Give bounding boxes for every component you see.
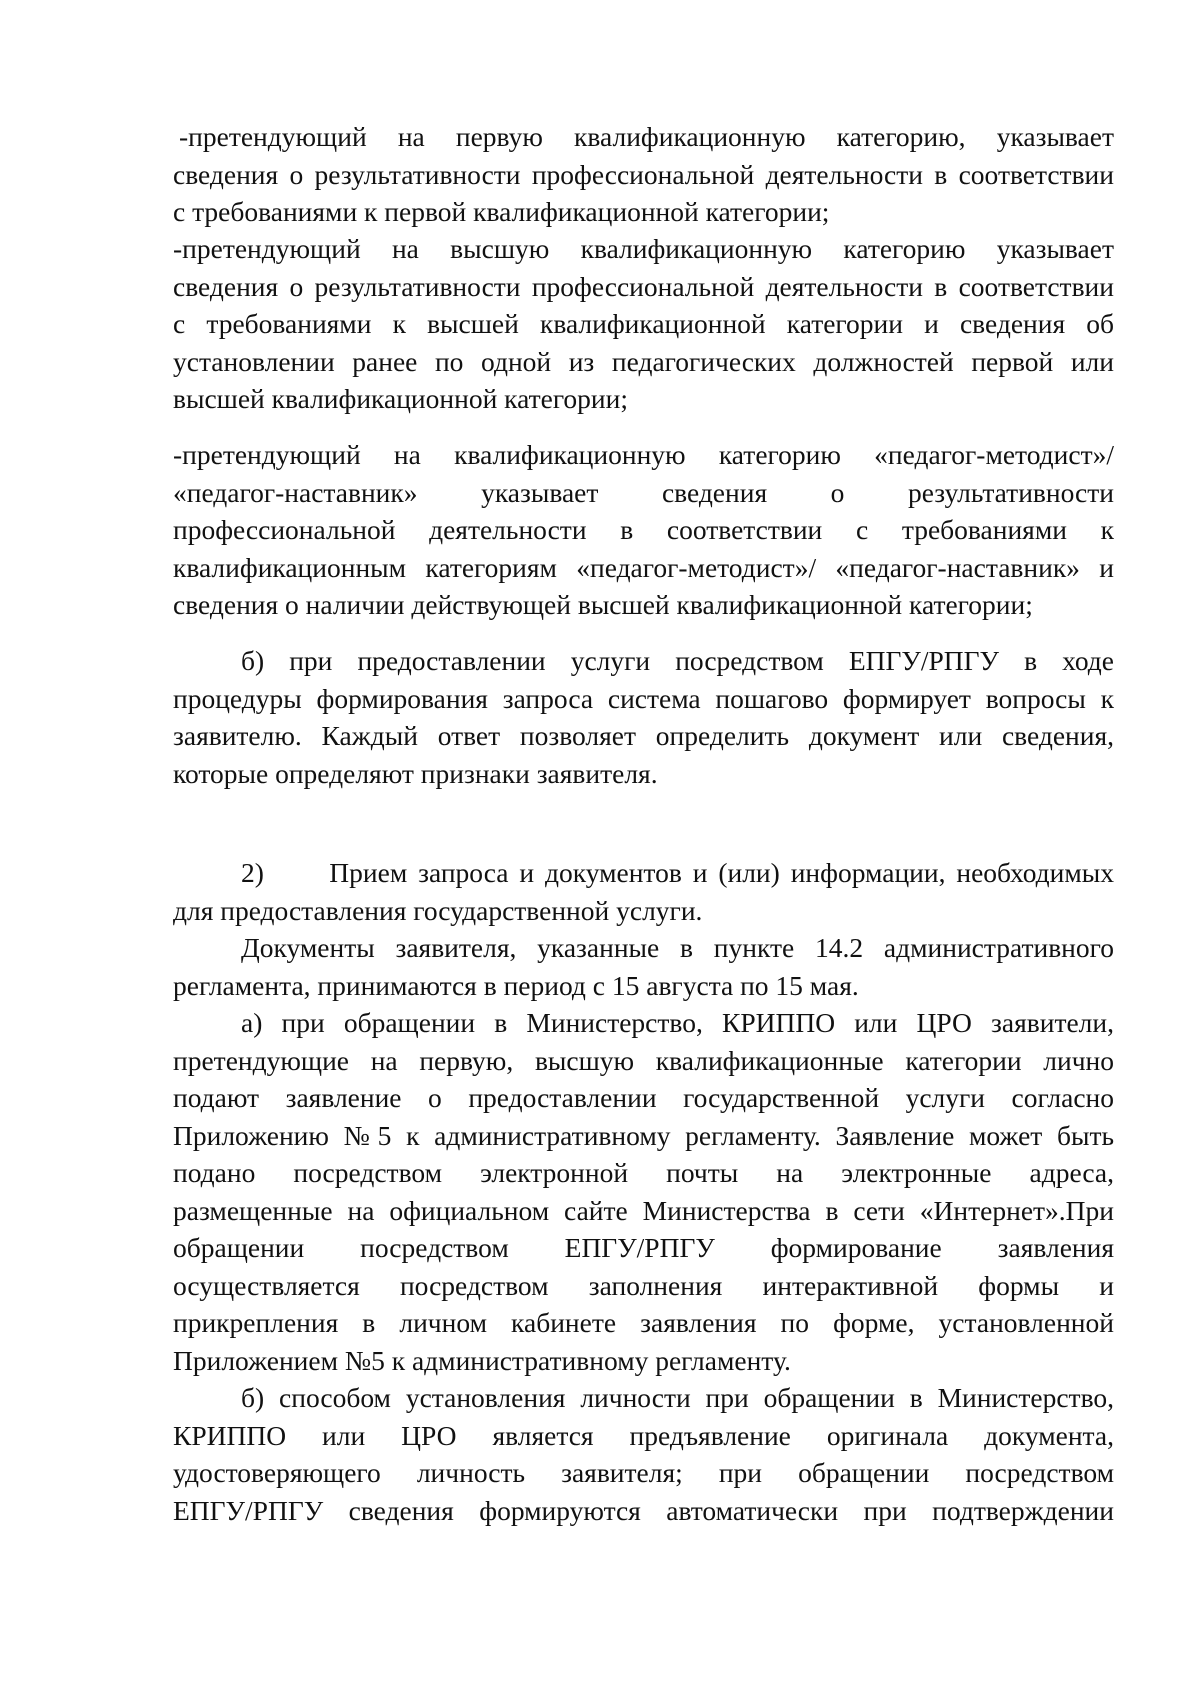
paragraph-first-category	[173, 118, 1114, 231]
text-line: «педагог-наставник» указывает сведения о результативности	[173, 476, 1114, 508]
section-2-heading	[173, 854, 1114, 929]
text-line: высшей квалификационной категории;	[173, 383, 628, 414]
paragraph-item-a	[173, 1004, 1114, 1379]
text-line: регламента, принимаются в период с 15 августа по 15 мая.	[173, 969, 859, 1001]
text-line: сведения о результативности профессиональной деятельности в соответствии	[173, 158, 1114, 190]
text-line: осуществляется посредством заполнения интерактивной формы и	[173, 1269, 1114, 1301]
text-line: установлении ранее по одной из педагогических должностей первой или	[173, 345, 1114, 377]
text-line: заявителю. Каждый ответ позволяет определить документ или сведения,	[173, 720, 1114, 751]
paragraph-epgu-procedure	[173, 642, 1114, 792]
text-line: б) при предоставлении услуги посредством ЕПГУ/РПГУ в ходе	[241, 645, 1114, 676]
text-line: профессиональной деятельности в соответствии с требованиями к	[173, 514, 1114, 545]
text-line: обращении посредством ЕПГУ/РПГУ формирование заявления	[173, 1232, 1114, 1263]
text-line: сведения о результативности профессиональной деятельности в соответствии	[173, 270, 1114, 302]
text-line: квалификационным категориям «педагог-методист»/ «педагог-наставник» и	[173, 551, 1114, 583]
paragraph-item-b	[173, 1379, 1114, 1529]
text-line: с требованиями к высшей квалификационной категории и сведения об	[173, 308, 1114, 339]
text-line: с требованиями к первой квалификационной категории;	[173, 196, 830, 227]
text-line: -претендующий на первую квалификационную категорию, указывает	[179, 121, 1114, 152]
text-line: которые определяют признаки заявителя.	[173, 757, 658, 789]
text-line: претендующие на первую, высшую квалификационные категории лично	[173, 1044, 1114, 1076]
text-line: подано посредством электронной почты на электронные адреса,	[173, 1157, 1114, 1188]
text-line: 2) Прием запроса и документов и (или) информации, необходимых	[241, 857, 1114, 888]
text-line: б) способом установления личности при обращении в Министерство,	[241, 1382, 1114, 1413]
text-line: Приложением №5 к административному регламенту.	[173, 1344, 791, 1376]
text-line: КРИППО или ЦРО является предъявление оригинала документа,	[173, 1419, 1114, 1451]
text-line: Документы заявителя, указанные в пункте 14.2 административного	[241, 932, 1114, 963]
text-line: ЕПГУ/РПГУ сведения формируются автоматически при подтверждении	[173, 1494, 1114, 1526]
text-line: подают заявление о предоставлении государственной услуги согласно	[173, 1082, 1114, 1113]
text-line: Приложению №5 к административному регламенту. Заявление может быть	[173, 1119, 1114, 1151]
text-line: удостоверяющего личность заявителя; при обращении посредством	[173, 1457, 1114, 1488]
text-line: -претендующий на высшую квалификационную категорию указывает	[173, 233, 1114, 264]
text-line: сведения о наличии действующей высшей квалификационной категории;	[173, 589, 1033, 620]
text-line: размещенные на официальном сайте Министерства в сети «Интернет».При	[173, 1194, 1114, 1226]
text-line: а) при обращении в Министерство, КРИППО или ЦРО заявители,	[241, 1007, 1114, 1038]
paragraph-highest-category	[173, 230, 1114, 418]
text-line: для предоставления государственной услуги.	[173, 894, 703, 926]
text-line: прикрепления в личном кабинете заявления по форме, установленной	[173, 1307, 1114, 1338]
text-line: процедуры формирования запроса система пошагово формирует вопросы к	[173, 682, 1114, 714]
paragraph-methodist-category	[173, 436, 1114, 624]
text-line: -претендующий на квалификационную категорию «педагог-методист»/	[173, 439, 1114, 470]
paragraph-acceptance-period	[173, 929, 1114, 1004]
